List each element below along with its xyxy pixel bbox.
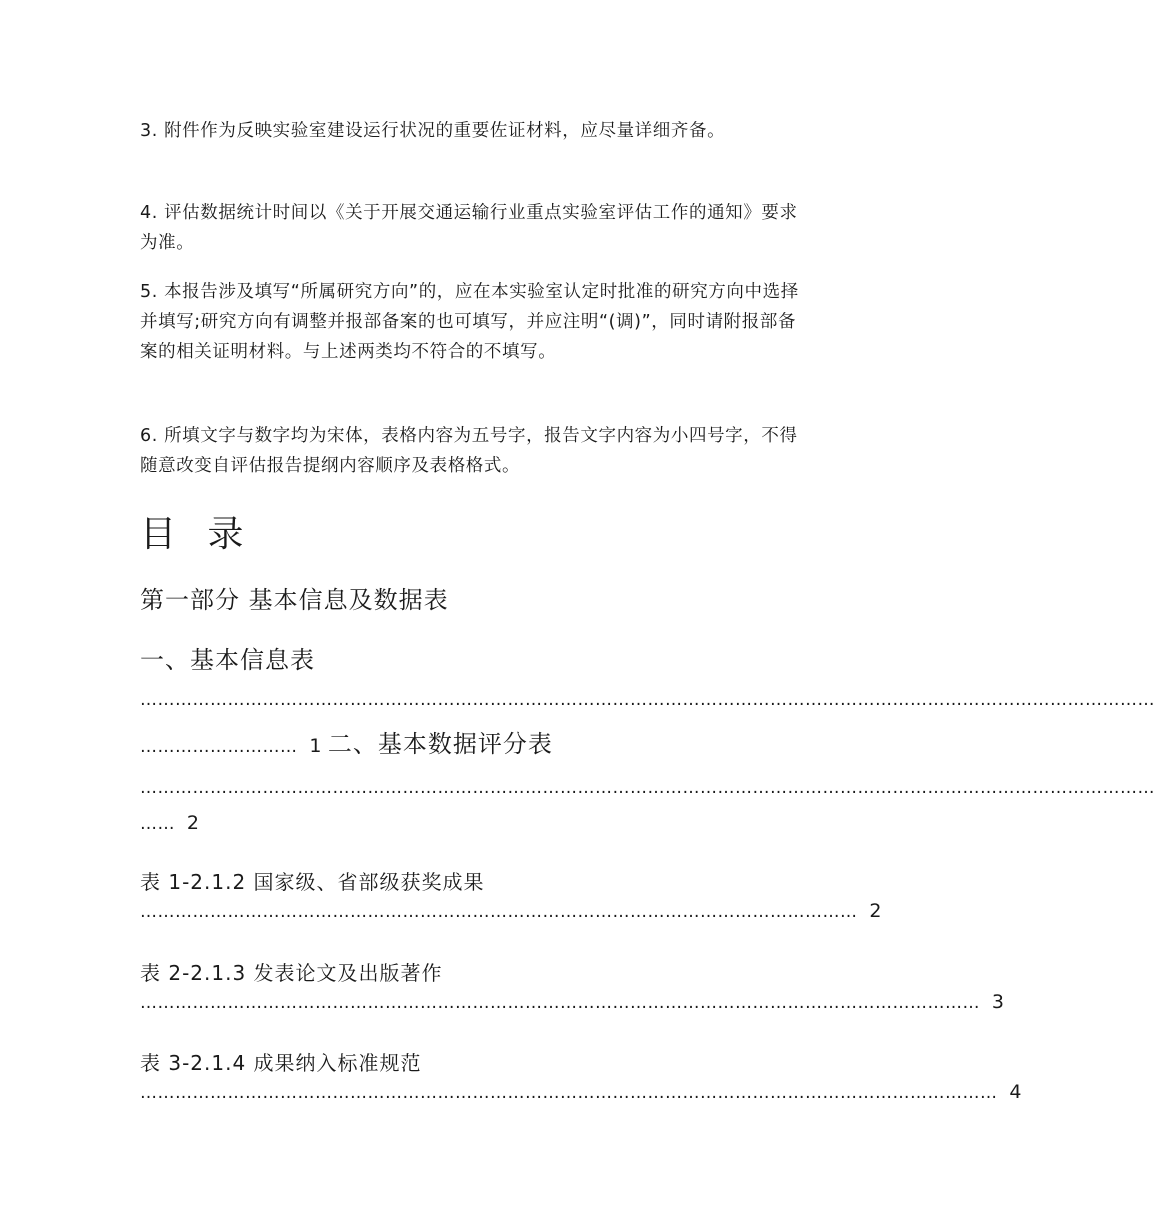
- toc-section-heading[interactable]: 二、基本数据评分表: [327, 730, 553, 758]
- toc-page-number: 2: [186, 812, 200, 834]
- note-item: [140, 277, 810, 367]
- note-number: 5.: [140, 282, 158, 302]
- dot-leader: …………………………………………………………………………………………………………………………………………………………: [140, 778, 1155, 798]
- note-text: 评估数据统计时间以《关于开展交通运输行业重点实验室评估工作的通知》要求为准。: [140, 203, 798, 253]
- note-item: [140, 421, 810, 481]
- toc-entry-label[interactable]: 表 1-2.1.2 国家级、省部级获奖成果: [140, 870, 485, 894]
- note-number: 3.: [140, 121, 158, 141]
- dot-leader: ……………………………………………………………………………………………………………: [140, 902, 858, 922]
- toc-page-number: 1: [309, 735, 322, 757]
- toc-title: 目 录: [140, 514, 254, 555]
- dot-leader: ………………………: [140, 737, 298, 757]
- toc-line: [140, 900, 882, 922]
- dot-leader: …………………………………………………………………………………………………………………………………………………………: [140, 690, 1155, 710]
- toc-entry-label[interactable]: 表 2-2.1.3 发表论文及出版著作: [140, 961, 443, 985]
- note-text: 附件作为反映实验室建设运行状况的重要佐证材料，应尽量详细齐备。: [164, 121, 726, 141]
- note-item: [140, 198, 810, 258]
- note-item: [140, 116, 810, 146]
- dot-leader: ………………………………………………………………………………………………………………………………: [140, 993, 980, 1013]
- toc-line: [140, 991, 1005, 1013]
- note-text: 所填文字与数字均为宋体，表格内容为五号字，报告文字内容为小四号字，不得随意改变自评估报告提纲内容顺序及表格格式。: [140, 426, 798, 476]
- toc-line: [140, 724, 553, 759]
- toc-part-heading: 第一部分 基本信息及数据表: [140, 586, 449, 614]
- dot-leader: ……: [140, 814, 175, 834]
- toc-page-number: 2: [869, 900, 882, 922]
- toc-entry-label[interactable]: 表 3-2.1.4 成果纳入标准规范: [140, 1051, 422, 1075]
- dot-leader: …………………………………………………………………………………………………………………………………: [140, 1083, 998, 1103]
- note-text: 本报告涉及填写“所属研究方向”的，应在本实验室认定时批准的研究方向中选择并填写;研究方向有调整并报部备案的也可填写，并应注明“(调)”，同时请附报部备案的相关证明材料。与上述两类均不符合的不填写。: [140, 282, 799, 362]
- toc-section-heading[interactable]: 一、基本信息表: [140, 646, 315, 674]
- note-number: 4.: [140, 203, 158, 223]
- toc-line: [140, 812, 200, 834]
- toc-page-number: 3: [991, 991, 1005, 1013]
- note-number: 6.: [140, 426, 158, 446]
- toc-page-number: 4: [1009, 1081, 1022, 1103]
- toc-line: [140, 1081, 1022, 1103]
